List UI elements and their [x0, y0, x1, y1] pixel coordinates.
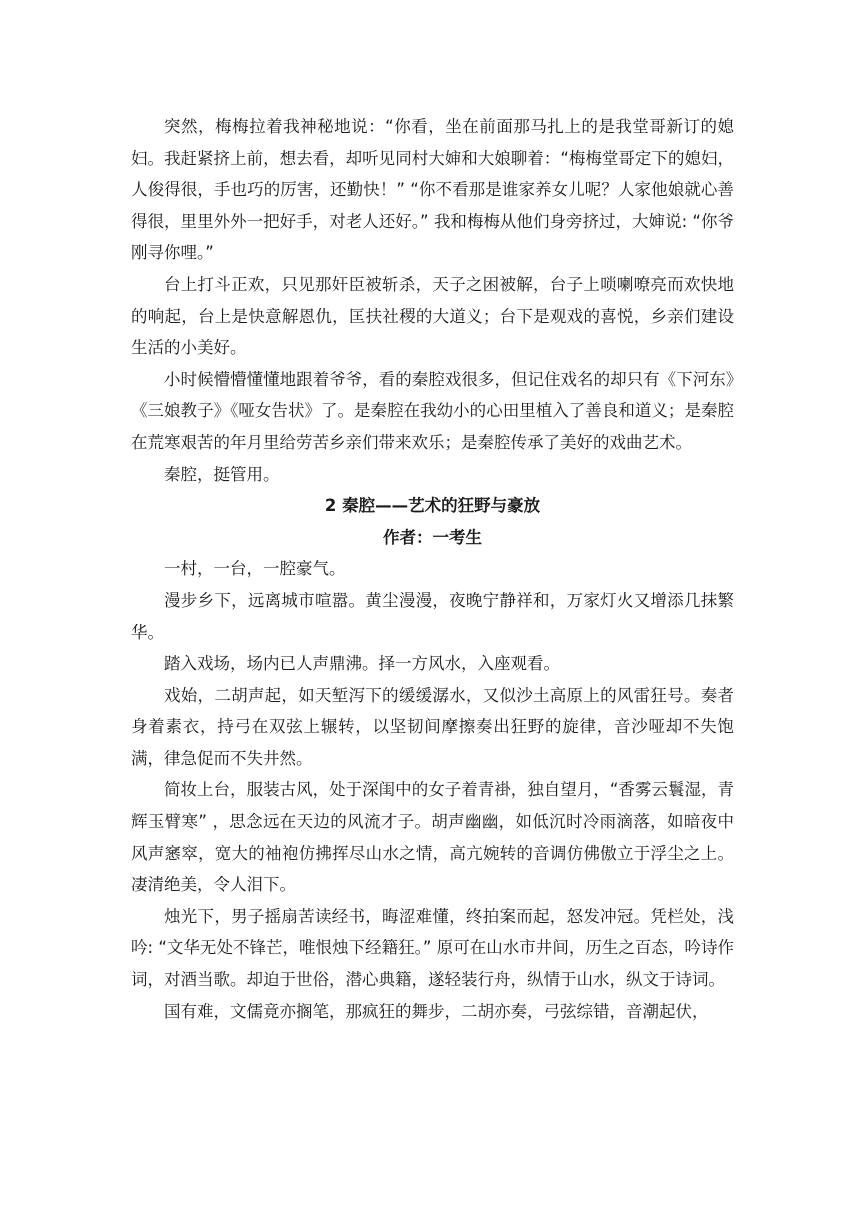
- paragraph: 国有难，文儒竟亦搁笔，那疯狂的舞步，二胡亦奏，弓弦综错，音潮起伏，: [164, 1001, 709, 1021]
- paragraph: 烛光下，男子摇扇苦读经书，晦涩难懂，终拍案而起，怒发冲冠。凭栏处，浅吟: “文华无处不锋芒，唯恨烛下经籍狂。” 原可在山水市井间，历生之百态，吟诗作词，对酒当歌。却迫于世俗，潜心典籍，遂轻装行舟，纵情于山水，纵文于诗词。: [131, 906, 734, 990]
- paragraph: 一村，一台，一腔豪气。: [164, 559, 346, 579]
- paragraph: 秦腔，挺管用。: [164, 464, 280, 484]
- section-title: 2 秦腔——艺术的狂野与豪放: [324, 496, 541, 516]
- paragraph: 突然，梅梅拉着我神秘地说：“你看，坐在前面那马扎上的是我堂哥新订的媳妇。我赶紧挤上前，想去看，却听见同村大婶和大娘聊着：“梅梅堂哥定下的媳妇，人俊得很，手也巧的厉害，还勤快！” “你不看那是谁家养女儿呢？人家他娘就心善得很，里里外外一把好手，对老人还好。” 我和梅梅从他们身旁挤过，大婶说: “你爷刚寻你哩。”: [131, 117, 734, 263]
- paragraph: 踏入戏场，场内已人声鼎沸。择一方风水，入座观看。: [164, 654, 560, 674]
- paragraph: 简妆上台，服装古风，处于深闺中的女子着青褂，独自望月，“香雾云鬟湿，青辉玉臂寒” ，思念远在天边的风流才子。胡声幽幽，如低沉时冷雨滴落，如暗夜中风声窸窣，宽大的袖袍仿拂挥尽山水之情，高亢婉转的音调仿佛傲立于浮尘之上。凄清绝美，令人泪下。: [131, 780, 734, 895]
- paragraph: 台上打斗正欢，只见那奸臣被斩杀，天子之困被解，台子上唢喇嘹亮而欢快地的响起，台上是快意解恩仇，匡扶社稷的大道义；台下是观戏的喜悦，乡亲们建设生活的小美好。: [131, 274, 734, 358]
- paragraph: 漫步乡下，远离城市喧嚣。黄尘漫漫，夜晚宁静祥和，万家灯火又增添几抹繁华。: [131, 590, 734, 642]
- paragraph: 戏始，二胡声起，如天堑泻下的缓缓潺水，又似沙土高原上的风雷狂号。奏者身着素衣，持弓在双弦上辗转，以坚韧间摩擦奏出狂野的旋律，音沙哑却不失饱满，律急促而不失井然。: [131, 685, 734, 768]
- paragraph: 小时候懵懵懂懂地跟着爷爷，看的秦腔戏很多，但记住戏名的却只有《下河东》《三娘教子》《哑女告状》了。是秦腔在我幼小的心田里植入了善良和道义；是秦腔在荒寒艰苦的年月里给劳苦乡亲们带来欢乐；是秦腔传承了美好的戏曲艺术。: [131, 369, 734, 452]
- section-author: 作者：一考生: [383, 527, 482, 547]
